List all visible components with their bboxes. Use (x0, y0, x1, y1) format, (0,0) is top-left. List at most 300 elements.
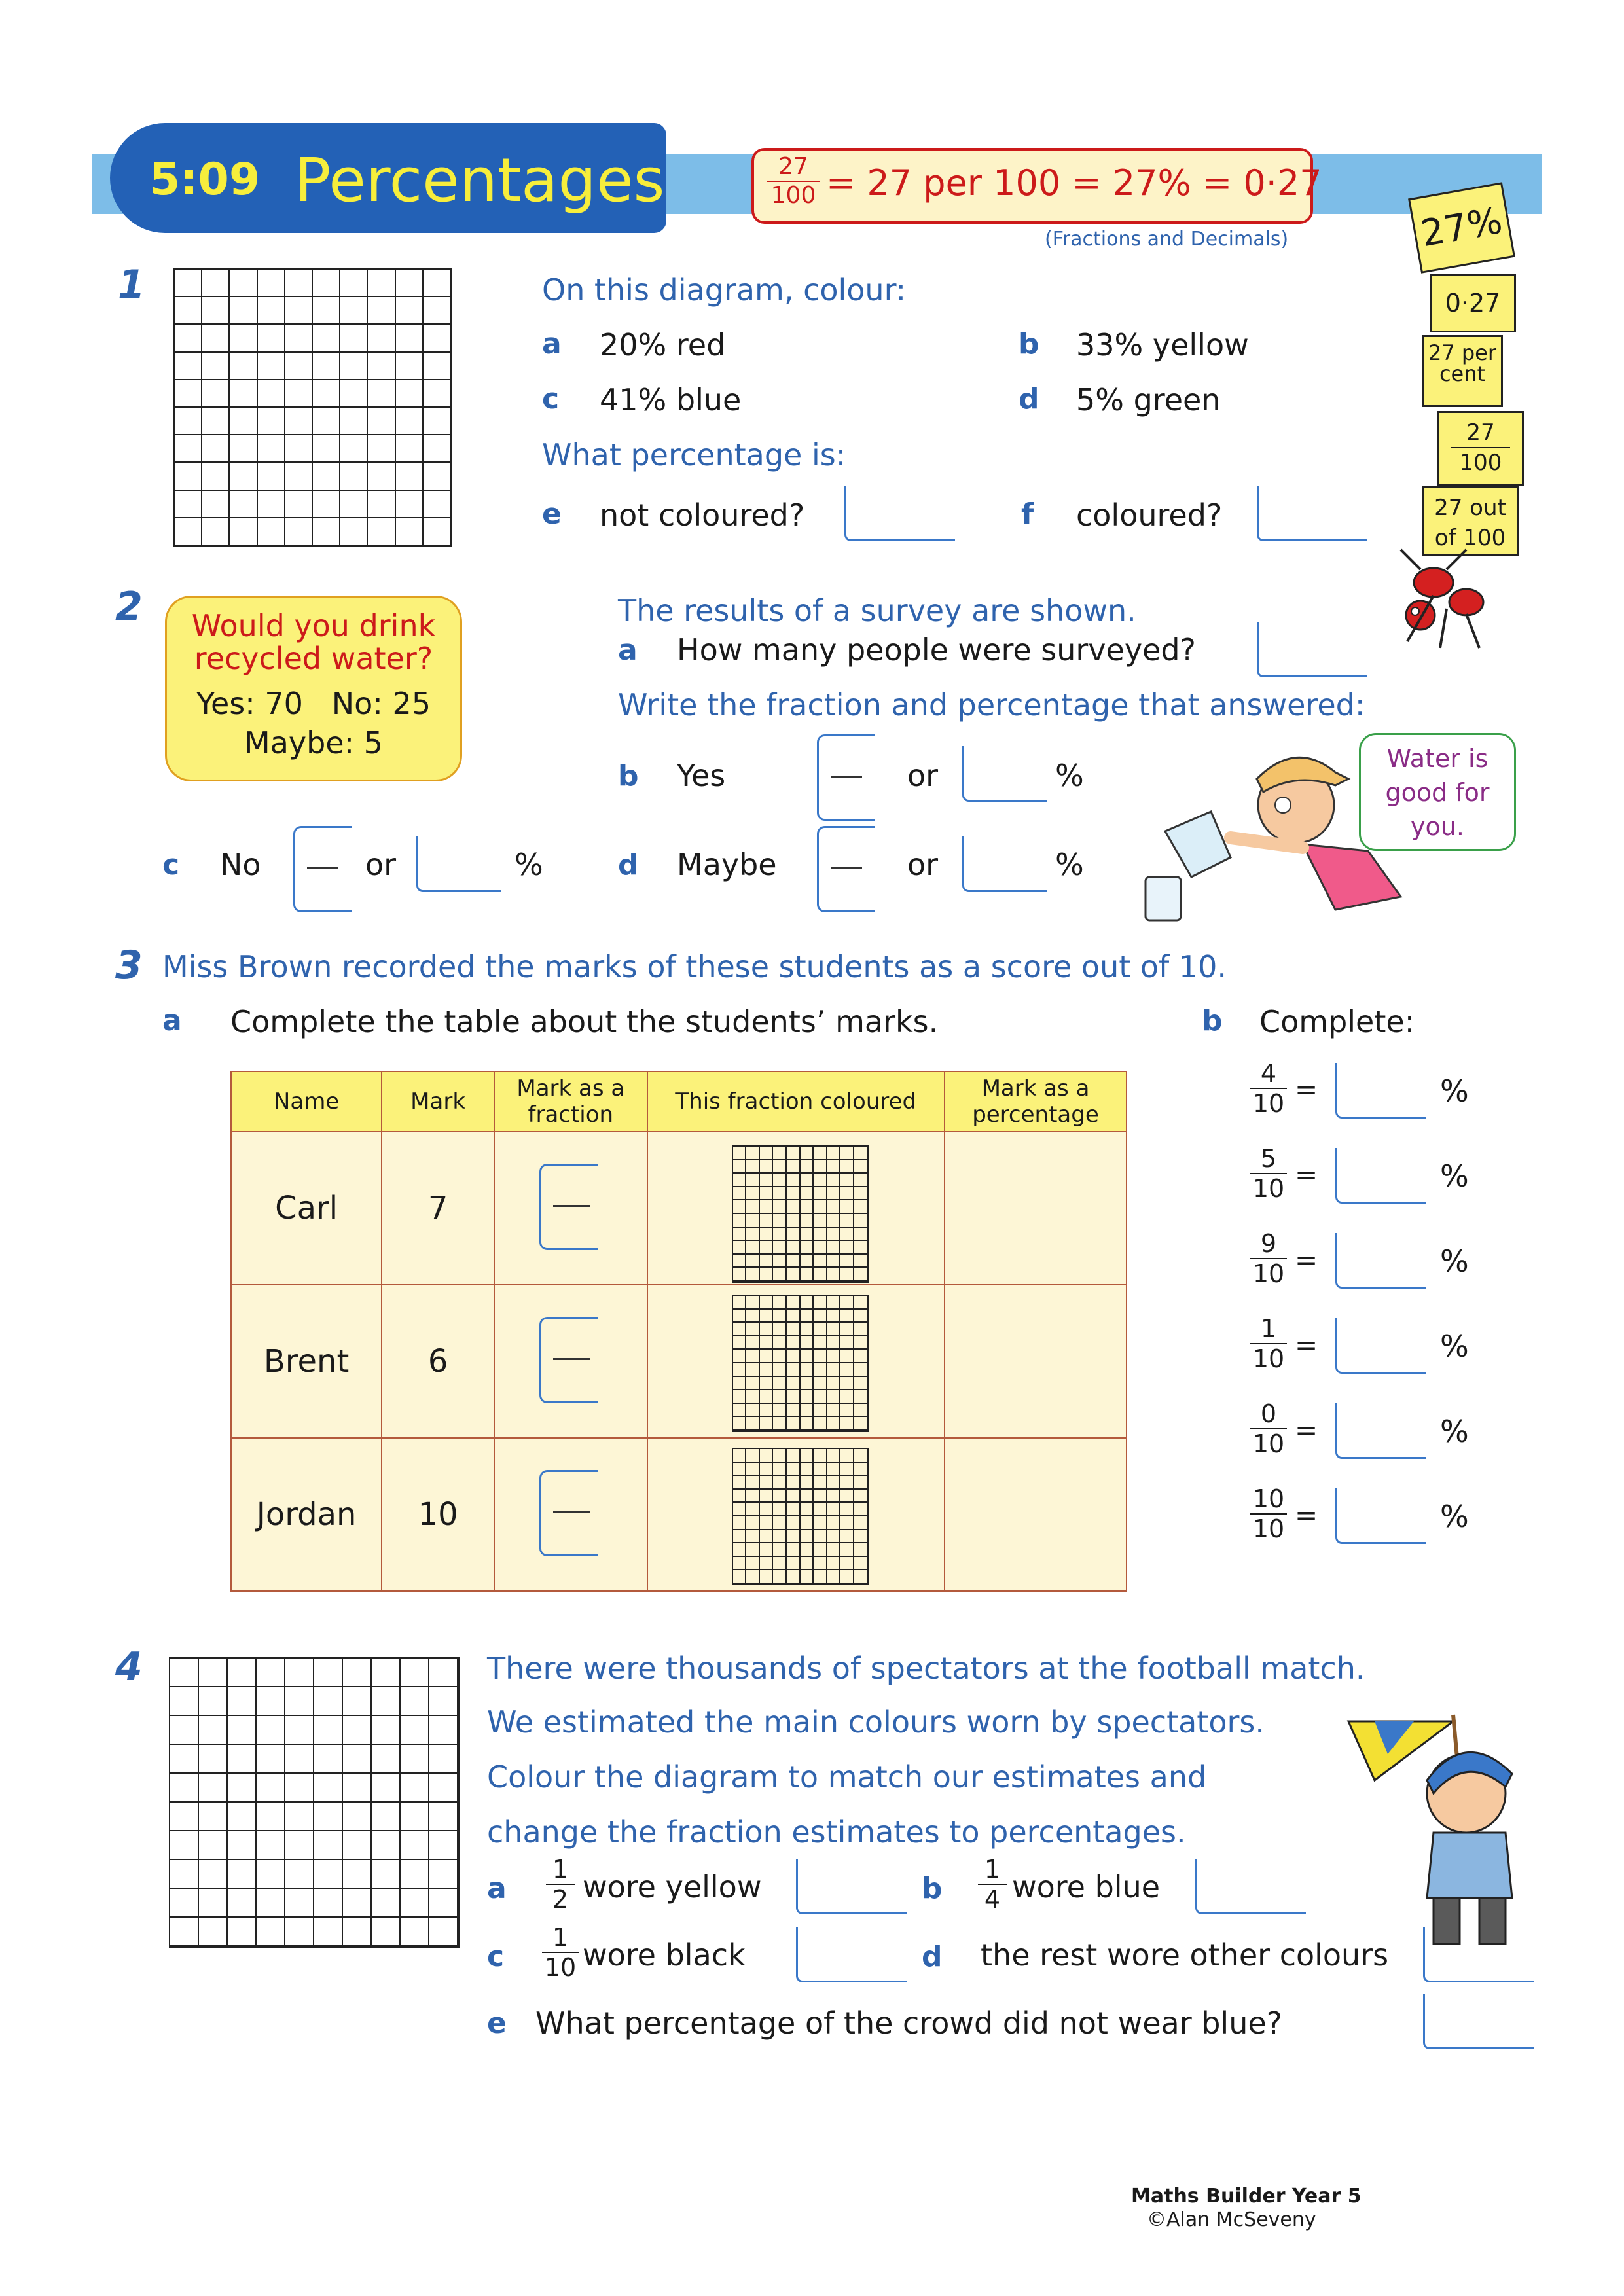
grid-cell[interactable] (787, 1557, 801, 1571)
grid-cell[interactable] (202, 463, 230, 490)
grid-cell[interactable] (733, 1390, 747, 1404)
grid-cell[interactable] (396, 297, 424, 325)
grid-cell[interactable] (801, 1228, 814, 1242)
grid-cell[interactable] (228, 1860, 257, 1889)
grid-cell[interactable] (230, 491, 257, 518)
grid-cell[interactable] (746, 1404, 760, 1418)
grid-cell[interactable] (854, 1404, 868, 1418)
grid-cell[interactable] (760, 1530, 774, 1544)
grid-cell[interactable] (801, 1404, 814, 1418)
grid-cell[interactable] (801, 1187, 814, 1201)
grid-cell[interactable] (801, 1503, 814, 1516)
grid-cell[interactable] (733, 1503, 747, 1516)
grid-cell[interactable] (733, 1296, 747, 1310)
grid-cell[interactable] (230, 408, 257, 435)
grid-cell[interactable] (760, 1255, 774, 1268)
grid-cell[interactable] (840, 1187, 854, 1201)
grid-cell[interactable] (787, 1363, 801, 1377)
grid-cell[interactable] (787, 1449, 801, 1463)
grid-cell[interactable] (746, 1336, 760, 1350)
grid-cell[interactable] (827, 1377, 841, 1391)
grid-cell[interactable] (199, 1918, 228, 1946)
grid-cell[interactable] (773, 1268, 787, 1282)
grid-cell[interactable] (285, 1716, 314, 1745)
q4-grid[interactable] (169, 1657, 460, 1948)
grid-cell[interactable] (773, 1503, 787, 1516)
grid-cell[interactable] (170, 1659, 199, 1687)
grid-cell[interactable] (199, 1860, 228, 1889)
grid-cell[interactable] (396, 408, 424, 435)
grid-cell[interactable] (746, 1530, 760, 1544)
grid-cell[interactable] (401, 1745, 429, 1774)
grid-cell[interactable] (760, 1268, 774, 1282)
grid-cell[interactable] (372, 1745, 401, 1774)
grid-cell[interactable] (787, 1516, 801, 1530)
grid-cell[interactable] (429, 1918, 458, 1946)
grid-cell[interactable] (228, 1687, 257, 1716)
grid-cell[interactable] (285, 1889, 314, 1918)
grid-cell[interactable] (343, 1831, 372, 1860)
grid-cell[interactable] (228, 1803, 257, 1831)
grid-cell[interactable] (285, 297, 313, 325)
grid-cell[interactable] (746, 1174, 760, 1187)
percentage-answer[interactable] (1335, 1318, 1426, 1374)
grid-cell[interactable] (746, 1323, 760, 1336)
grid-cell[interactable] (733, 1200, 747, 1214)
grid-cell[interactable] (827, 1516, 841, 1530)
grid-cell[interactable] (733, 1187, 747, 1201)
grid-cell[interactable] (760, 1296, 774, 1310)
grid-cell[interactable] (257, 1687, 285, 1716)
grid-cell[interactable] (746, 1449, 760, 1463)
grid-cell[interactable] (801, 1377, 814, 1391)
grid-cell[interactable] (175, 353, 202, 380)
grid-cell[interactable] (814, 1187, 827, 1201)
grid-cell[interactable] (368, 353, 395, 380)
grid-cell[interactable] (733, 1147, 747, 1160)
grid-cell[interactable] (814, 1268, 827, 1282)
grid-cell[interactable] (827, 1200, 841, 1214)
grid-cell[interactable] (773, 1187, 787, 1201)
grid-cell[interactable] (258, 380, 285, 408)
grid-cell[interactable] (228, 1831, 257, 1860)
grid-cell[interactable] (314, 1889, 343, 1918)
grid-cell[interactable] (787, 1214, 801, 1228)
grid-cell[interactable] (827, 1241, 841, 1255)
grid-cell[interactable] (170, 1716, 199, 1745)
grid-cell[interactable] (746, 1255, 760, 1268)
q1-answer-e[interactable] (844, 486, 955, 541)
grid-cell[interactable] (424, 491, 451, 518)
grid-cell[interactable] (760, 1160, 774, 1174)
grid-cell[interactable] (827, 1336, 841, 1350)
grid-cell[interactable] (396, 435, 424, 463)
grid-cell[interactable] (199, 1831, 228, 1860)
grid-cell[interactable] (773, 1377, 787, 1391)
grid-cell[interactable] (202, 435, 230, 463)
grid-cell[interactable] (773, 1255, 787, 1268)
grid-cell[interactable] (840, 1476, 854, 1490)
grid-cell[interactable] (760, 1557, 774, 1571)
row-percentage-cell[interactable] (945, 1438, 1127, 1591)
grid-cell[interactable] (170, 1918, 199, 1946)
grid-cell[interactable] (854, 1147, 868, 1160)
grid-cell[interactable] (827, 1310, 841, 1323)
grid-cell[interactable] (424, 518, 451, 546)
grid-cell[interactable] (746, 1503, 760, 1516)
grid-cell[interactable] (228, 1659, 257, 1687)
grid-cell[interactable] (733, 1160, 747, 1174)
q4-answer-b[interactable] (1195, 1859, 1306, 1914)
grid-cell[interactable] (801, 1255, 814, 1268)
grid-cell[interactable] (230, 435, 257, 463)
grid-cell[interactable] (733, 1557, 747, 1571)
grid-cell[interactable] (257, 1659, 285, 1687)
grid-cell[interactable] (760, 1147, 774, 1160)
row-percentage-cell[interactable] (945, 1285, 1127, 1438)
grid-cell[interactable] (773, 1350, 787, 1363)
grid-cell[interactable] (840, 1200, 854, 1214)
grid-cell[interactable] (257, 1774, 285, 1803)
percentage-answer[interactable] (1335, 1403, 1426, 1459)
grid-cell[interactable] (840, 1228, 854, 1242)
grid-cell[interactable] (368, 408, 395, 435)
grid-cell[interactable] (230, 297, 257, 325)
grid-cell[interactable] (170, 1831, 199, 1860)
grid-cell[interactable] (773, 1417, 787, 1431)
grid-cell[interactable] (285, 1803, 314, 1831)
grid-cell[interactable] (787, 1268, 801, 1282)
grid-cell[interactable] (340, 270, 368, 297)
grid-cell[interactable] (175, 325, 202, 352)
grid-cell[interactable] (773, 1570, 787, 1584)
grid-cell[interactable] (258, 297, 285, 325)
q2-answer-a[interactable] (1257, 622, 1367, 677)
grid-cell[interactable] (230, 463, 257, 490)
grid-cell[interactable] (257, 1889, 285, 1918)
grid-cell[interactable] (257, 1918, 285, 1946)
grid-cell[interactable] (401, 1687, 429, 1716)
grid-cell[interactable] (814, 1350, 827, 1363)
grid-cell[interactable] (733, 1228, 747, 1242)
grid-cell[interactable] (429, 1687, 458, 1716)
grid-cell[interactable] (258, 491, 285, 518)
grid-cell[interactable] (313, 297, 340, 325)
grid-cell[interactable] (285, 353, 313, 380)
grid-cell[interactable] (840, 1516, 854, 1530)
grid-cell[interactable] (199, 1889, 228, 1918)
grid-cell[interactable] (340, 518, 368, 546)
row-fraction-cell[interactable] (494, 1132, 647, 1285)
grid-cell[interactable] (814, 1363, 827, 1377)
grid-cell[interactable] (854, 1241, 868, 1255)
grid-cell[interactable] (170, 1774, 199, 1803)
grid-cell[interactable] (854, 1268, 868, 1282)
q4-answer-c[interactable] (796, 1927, 907, 1982)
grid-cell[interactable] (801, 1323, 814, 1336)
grid-cell[interactable] (733, 1490, 747, 1503)
grid-cell[interactable] (760, 1336, 774, 1350)
grid-cell[interactable] (827, 1404, 841, 1418)
grid-cell[interactable] (827, 1268, 841, 1282)
grid-cell[interactable] (827, 1530, 841, 1544)
grid-cell[interactable] (733, 1214, 747, 1228)
row-hundred-grid[interactable] (732, 1448, 869, 1585)
grid-cell[interactable] (228, 1716, 257, 1745)
grid-cell[interactable] (340, 353, 368, 380)
grid-cell[interactable] (746, 1310, 760, 1323)
grid-cell[interactable] (827, 1255, 841, 1268)
grid-cell[interactable] (285, 1774, 314, 1803)
grid-cell[interactable] (840, 1449, 854, 1463)
grid-cell[interactable] (773, 1363, 787, 1377)
grid-cell[interactable] (314, 1803, 343, 1831)
grid-cell[interactable] (840, 1214, 854, 1228)
grid-cell[interactable] (733, 1543, 747, 1557)
grid-cell[interactable] (840, 1336, 854, 1350)
grid-cell[interactable] (787, 1476, 801, 1490)
grid-cell[interactable] (733, 1363, 747, 1377)
grid-cell[interactable] (733, 1310, 747, 1323)
grid-cell[interactable] (760, 1174, 774, 1187)
grid-cell[interactable] (760, 1463, 774, 1477)
grid-cell[interactable] (801, 1476, 814, 1490)
grid-cell[interactable] (787, 1228, 801, 1242)
grid-cell[interactable] (854, 1390, 868, 1404)
row-grid-cell[interactable] (647, 1438, 945, 1591)
grid-cell[interactable] (372, 1774, 401, 1803)
grid-cell[interactable] (170, 1687, 199, 1716)
grid-cell[interactable] (787, 1377, 801, 1391)
q2-fraction-c[interactable] (293, 826, 352, 912)
grid-cell[interactable] (787, 1310, 801, 1323)
grid-cell[interactable] (746, 1377, 760, 1391)
row-fraction-box[interactable] (539, 1164, 598, 1250)
grid-cell[interactable] (343, 1659, 372, 1687)
grid-cell[interactable] (285, 1831, 314, 1860)
row-grid-cell[interactable] (647, 1285, 945, 1438)
grid-cell[interactable] (396, 463, 424, 490)
grid-cell[interactable] (368, 435, 395, 463)
grid-cell[interactable] (787, 1296, 801, 1310)
grid-cell[interactable] (258, 353, 285, 380)
grid-cell[interactable] (827, 1449, 841, 1463)
grid-cell[interactable] (340, 380, 368, 408)
grid-cell[interactable] (175, 435, 202, 463)
grid-cell[interactable] (733, 1336, 747, 1350)
grid-cell[interactable] (827, 1390, 841, 1404)
grid-cell[interactable] (760, 1241, 774, 1255)
grid-cell[interactable] (773, 1530, 787, 1544)
grid-cell[interactable] (854, 1214, 868, 1228)
grid-cell[interactable] (760, 1516, 774, 1530)
grid-cell[interactable] (827, 1214, 841, 1228)
grid-cell[interactable] (746, 1214, 760, 1228)
grid-cell[interactable] (175, 491, 202, 518)
grid-cell[interactable] (787, 1187, 801, 1201)
row-fraction-box[interactable] (539, 1317, 598, 1403)
grid-cell[interactable] (401, 1831, 429, 1860)
grid-cell[interactable] (801, 1543, 814, 1557)
grid-cell[interactable] (368, 491, 395, 518)
grid-cell[interactable] (854, 1476, 868, 1490)
grid-cell[interactable] (760, 1476, 774, 1490)
grid-cell[interactable] (773, 1296, 787, 1310)
grid-cell[interactable] (313, 380, 340, 408)
grid-cell[interactable] (787, 1174, 801, 1187)
row-hundred-grid[interactable] (732, 1145, 869, 1283)
grid-cell[interactable] (814, 1490, 827, 1503)
grid-cell[interactable] (787, 1200, 801, 1214)
grid-cell[interactable] (429, 1860, 458, 1889)
grid-cell[interactable] (840, 1310, 854, 1323)
grid-cell[interactable] (827, 1490, 841, 1503)
grid-cell[interactable] (202, 380, 230, 408)
grid-cell[interactable] (424, 408, 451, 435)
grid-cell[interactable] (827, 1363, 841, 1377)
grid-cell[interactable] (746, 1490, 760, 1503)
grid-cell[interactable] (814, 1323, 827, 1336)
grid-cell[interactable] (343, 1774, 372, 1803)
grid-cell[interactable] (773, 1241, 787, 1255)
grid-cell[interactable] (746, 1268, 760, 1282)
grid-cell[interactable] (840, 1363, 854, 1377)
grid-cell[interactable] (401, 1860, 429, 1889)
grid-cell[interactable] (854, 1363, 868, 1377)
grid-cell[interactable] (424, 380, 451, 408)
grid-cell[interactable] (746, 1463, 760, 1477)
grid-cell[interactable] (733, 1570, 747, 1584)
grid-cell[interactable] (801, 1214, 814, 1228)
grid-cell[interactable] (760, 1323, 774, 1336)
grid-cell[interactable] (801, 1463, 814, 1477)
grid-cell[interactable] (401, 1803, 429, 1831)
grid-cell[interactable] (787, 1336, 801, 1350)
grid-cell[interactable] (760, 1187, 774, 1201)
grid-cell[interactable] (429, 1803, 458, 1831)
grid-cell[interactable] (854, 1160, 868, 1174)
grid-cell[interactable] (787, 1503, 801, 1516)
grid-cell[interactable] (175, 270, 202, 297)
grid-cell[interactable] (313, 518, 340, 546)
row-fraction-cell[interactable] (494, 1438, 647, 1591)
grid-cell[interactable] (787, 1160, 801, 1174)
grid-cell[interactable] (773, 1516, 787, 1530)
q4-answer-a[interactable] (796, 1859, 907, 1914)
grid-cell[interactable] (854, 1296, 868, 1310)
grid-cell[interactable] (854, 1187, 868, 1201)
grid-cell[interactable] (760, 1490, 774, 1503)
grid-cell[interactable] (424, 435, 451, 463)
grid-cell[interactable] (429, 1745, 458, 1774)
grid-cell[interactable] (840, 1463, 854, 1477)
grid-cell[interactable] (801, 1490, 814, 1503)
grid-cell[interactable] (827, 1323, 841, 1336)
grid-cell[interactable] (827, 1147, 841, 1160)
grid-cell[interactable] (372, 1687, 401, 1716)
grid-cell[interactable] (746, 1417, 760, 1431)
grid-cell[interactable] (840, 1557, 854, 1571)
grid-cell[interactable] (429, 1831, 458, 1860)
grid-cell[interactable] (396, 518, 424, 546)
grid-cell[interactable] (787, 1241, 801, 1255)
grid-cell[interactable] (801, 1530, 814, 1544)
grid-cell[interactable] (801, 1160, 814, 1174)
grid-cell[interactable] (787, 1147, 801, 1160)
grid-cell[interactable] (368, 518, 395, 546)
percentage-answer[interactable] (1335, 1063, 1426, 1119)
grid-cell[interactable] (814, 1503, 827, 1516)
grid-cell[interactable] (814, 1296, 827, 1310)
grid-cell[interactable] (175, 297, 202, 325)
grid-cell[interactable] (814, 1390, 827, 1404)
grid-cell[interactable] (746, 1476, 760, 1490)
grid-cell[interactable] (787, 1463, 801, 1477)
grid-cell[interactable] (746, 1350, 760, 1363)
grid-cell[interactable] (424, 297, 451, 325)
grid-cell[interactable] (787, 1255, 801, 1268)
q2-fraction-d[interactable] (817, 826, 875, 912)
grid-cell[interactable] (827, 1296, 841, 1310)
grid-cell[interactable] (202, 325, 230, 352)
grid-cell[interactable] (746, 1228, 760, 1242)
grid-cell[interactable] (202, 408, 230, 435)
grid-cell[interactable] (733, 1174, 747, 1187)
grid-cell[interactable] (372, 1918, 401, 1946)
grid-cell[interactable] (801, 1449, 814, 1463)
grid-cell[interactable] (285, 1918, 314, 1946)
grid-cell[interactable] (202, 353, 230, 380)
grid-cell[interactable] (840, 1255, 854, 1268)
grid-cell[interactable] (368, 270, 395, 297)
grid-cell[interactable] (313, 408, 340, 435)
grid-cell[interactable] (801, 1557, 814, 1571)
grid-cell[interactable] (827, 1187, 841, 1201)
grid-cell[interactable] (801, 1336, 814, 1350)
row-grid-cell[interactable] (647, 1132, 945, 1285)
grid-cell[interactable] (372, 1860, 401, 1889)
grid-cell[interactable] (313, 270, 340, 297)
grid-cell[interactable] (372, 1716, 401, 1745)
grid-cell[interactable] (228, 1745, 257, 1774)
grid-cell[interactable] (827, 1174, 841, 1187)
grid-cell[interactable] (285, 1659, 314, 1687)
grid-cell[interactable] (170, 1803, 199, 1831)
grid-cell[interactable] (854, 1377, 868, 1391)
grid-cell[interactable] (854, 1228, 868, 1242)
grid-cell[interactable] (733, 1268, 747, 1282)
grid-cell[interactable] (787, 1490, 801, 1503)
grid-cell[interactable] (814, 1377, 827, 1391)
grid-cell[interactable] (814, 1228, 827, 1242)
grid-cell[interactable] (372, 1659, 401, 1687)
grid-cell[interactable] (801, 1417, 814, 1431)
grid-cell[interactable] (314, 1659, 343, 1687)
grid-cell[interactable] (396, 491, 424, 518)
grid-cell[interactable] (313, 435, 340, 463)
grid-cell[interactable] (840, 1530, 854, 1544)
grid-cell[interactable] (230, 270, 257, 297)
grid-cell[interactable] (801, 1570, 814, 1584)
grid-cell[interactable] (424, 325, 451, 352)
grid-cell[interactable] (746, 1570, 760, 1584)
grid-cell[interactable] (773, 1404, 787, 1418)
grid-cell[interactable] (787, 1530, 801, 1544)
grid-cell[interactable] (814, 1543, 827, 1557)
grid-cell[interactable] (801, 1296, 814, 1310)
grid-cell[interactable] (202, 270, 230, 297)
grid-cell[interactable] (424, 463, 451, 490)
